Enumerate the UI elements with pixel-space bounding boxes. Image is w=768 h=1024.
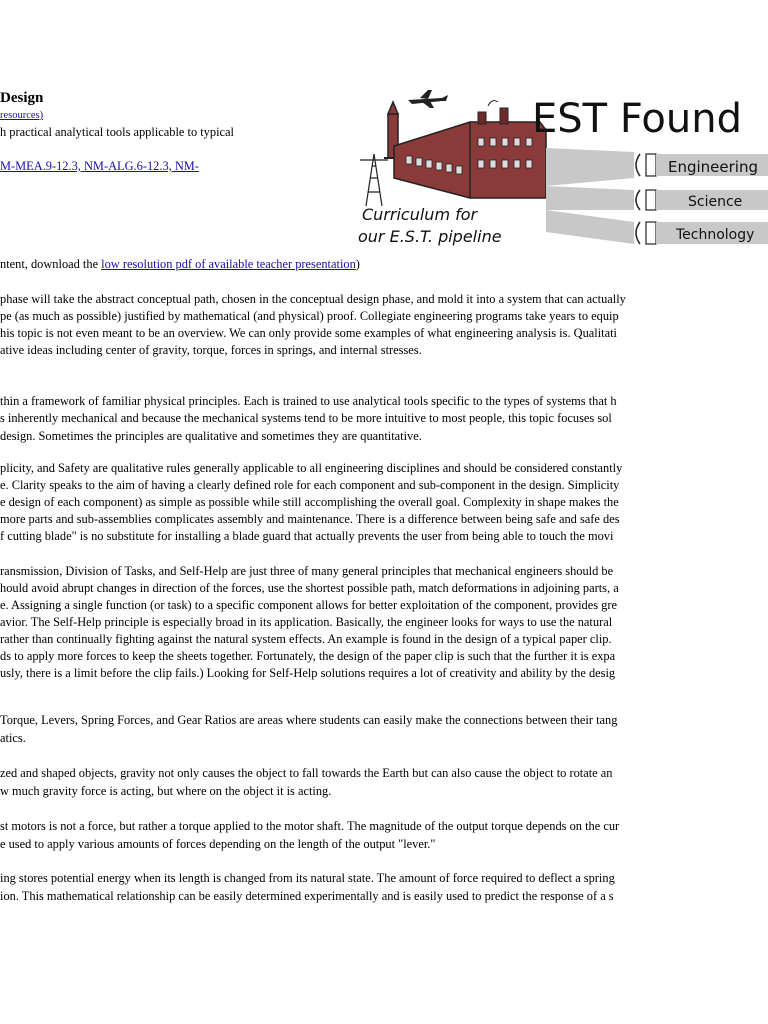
resources-line bbox=[0, 106, 43, 124]
p5-line-1: Torque, Levers, Spring Forces, and Gear Ratios are areas where students can easily make the connections between their tang bbox=[0, 713, 618, 727]
power-tower-icon bbox=[360, 154, 388, 206]
p4-line-2: hould avoid abrupt changes in direction of the forces, use the shortest possible path, match deformations in adjoining parts, a bbox=[0, 581, 619, 595]
download-line bbox=[0, 256, 360, 273]
p8-line-1: ing stores potential energy when its length is changed from its natural state. The amount of force required to deflect a spring bbox=[0, 871, 615, 885]
standards-line bbox=[0, 158, 199, 175]
banner-curriculum-line1: Curriculum for bbox=[362, 205, 478, 224]
p1-line-4: ative ideas including center of gravity, torque, forces in springs, and internal stresses. bbox=[0, 343, 422, 357]
est-banner-illustration bbox=[350, 86, 768, 256]
factory-icon bbox=[394, 101, 546, 198]
pipe-label-technology: Technology bbox=[676, 227, 755, 243]
p3-line-2: e. Clarity speaks to the aim of having a clearly defined role for each component and sub-component in the design. Simplicity bbox=[0, 478, 620, 492]
resources-link[interactable]: resources) bbox=[0, 110, 44, 121]
p6-line-2: w much gravity force is acting, but where on the object it is acting. bbox=[0, 784, 332, 798]
airplane-icon bbox=[408, 90, 448, 108]
est-banner bbox=[350, 86, 768, 256]
p1-line-2: pe (as much as possible) justified by mathematical (and physical) proof. Collegiate engineering programs take years to equip bbox=[0, 309, 619, 323]
pipe-label-science: Science bbox=[688, 194, 743, 210]
pipe-label-engineering: Engineering bbox=[668, 158, 758, 176]
p3-line-1: plicity, and Safety are qualitative rules generally applicable to all engineering disciplines and should be considered constantly bbox=[0, 461, 623, 475]
pipe-engineering bbox=[546, 148, 768, 186]
p4-line-6: ds to apply more forces to keep the sheets together. Fortunately, the design of the paper clip is such that the further it is expa bbox=[0, 649, 616, 663]
p4-line-4: avior. The Self-Help principle is especially broad in its application. Basically, the engineer looks for ways to use the natural bbox=[0, 615, 613, 629]
p2-line-1: thin a framework of familiar physical principles. Each is trained to use analytical tools specific to the types of systems that h bbox=[0, 394, 617, 408]
intro-line: h practical analytical tools applicable to typical bbox=[0, 125, 234, 139]
p4-line-7: usly, there is a limit before the clip fails.) Looking for Self-Help solutions requires a lot of creativity and ability by the desig bbox=[0, 666, 616, 680]
p4-line-3: e. Assigning a single function (or task) to a specific component allows for better exploitation of the component, provides gre bbox=[0, 598, 617, 612]
p7-line-2: e used to apply various amounts of forces depending on the length of the output "lever." bbox=[0, 837, 436, 851]
presentation-pdf-link[interactable]: low resolution pdf of available teacher presentation bbox=[101, 257, 356, 271]
p2-line-3: design. Sometimes the principles are qualitative and sometimes they are quantitative. bbox=[0, 429, 422, 443]
pipe-science bbox=[546, 186, 768, 210]
p2-line-2: s inherently mechanical and because the mechanical systems tend to be more intuitive to most people, this topic focuses sol bbox=[0, 411, 612, 425]
p1-line-3: his topic is not even meant to be an overview. We can only provide some examples of what engineering analysis is. Qualitati bbox=[0, 326, 617, 340]
p8-line-2: ion. This mathematical relationship can be easily determined experimentally and is easily used to predict the response of a s bbox=[0, 889, 614, 903]
p1-line-1: phase will take the abstract conceptual path, chosen in the conceptual design phase, and mold it into a system that can actually bbox=[0, 292, 626, 306]
p7-line-1: st motors is not a force, but rather a torque applied to the motor shaft. The magnitude of the output torque depends on the cur bbox=[0, 819, 620, 833]
download-suffix: ) bbox=[355, 257, 360, 271]
standards-link[interactable]: M-MEA.9-12.3, NM-ALG.6-12.3, NM- bbox=[0, 159, 199, 173]
banner-title: EST Found bbox=[532, 96, 742, 142]
download-prefix: ntent, download the bbox=[0, 257, 102, 271]
p4-line-1: ransmission, Division of Tasks, and Self-Help are just three of many general principles that mechanical engineers should be bbox=[0, 564, 614, 578]
p3-line-5: f cutting blade" is no substitute for installing a blade guard that actually prevents the user from being able to touch the movi bbox=[0, 529, 614, 543]
p6-line-1: zed and shaped objects, gravity not only causes the object to fall towards the Earth but can also cause the object to rotate an bbox=[0, 766, 613, 780]
p5-line-2: atics. bbox=[0, 731, 26, 745]
pipe-technology bbox=[546, 210, 768, 244]
p3-line-3: e design of each component) as simple as possible while still accomplishing the overall goal. Complexity in shape makes the bbox=[0, 495, 619, 509]
p4-line-5: rather than continually fighting against the natural system effects. An example is found in the design of a typical paper clip. bbox=[0, 632, 612, 646]
section-heading: Design bbox=[0, 90, 44, 106]
banner-curriculum-line2: our E.S.T. pipeline bbox=[358, 227, 502, 246]
p3-line-4: more parts and sub-assemblies complicates assembly and maintenance. There is a difference between being safe and safe des bbox=[0, 512, 620, 526]
